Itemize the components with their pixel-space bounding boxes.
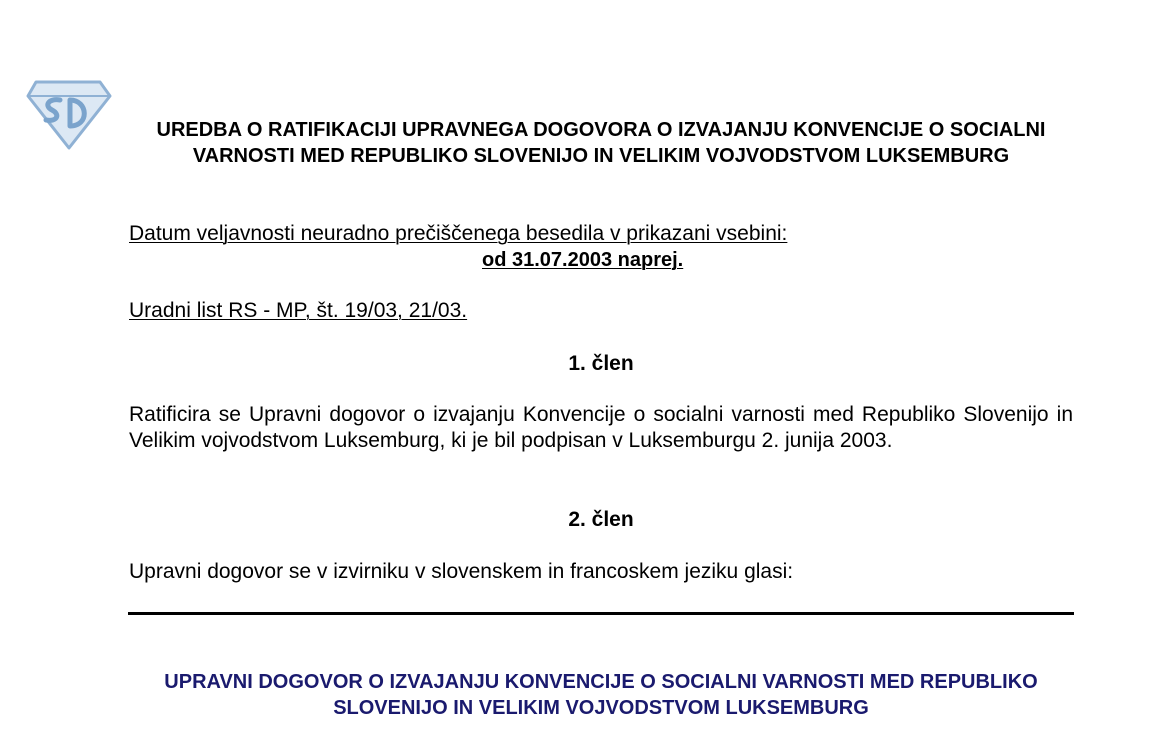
validity-label: Datum veljavnosti neuradno prečiščenega besedila v prikazani vsebini:	[129, 222, 788, 245]
article-2-heading: 2. člen	[568, 508, 634, 531]
article-1-body: Ratificira se Upravni dogovor o izvajanju Konvencije o socialni varnosti med Republiko Slovenijo in Velikim vojvodstvom Luksemburg, ki je bil podpisan v Luksemburgu 2. junija 2003.	[129, 403, 1073, 452]
official-gazette-reference: Uradni list RS - MP, št. 19/03, 21/03.	[129, 299, 468, 322]
article-1-heading: 1. člen	[568, 352, 634, 375]
agreement-title: UPRAVNI DOGOVOR O IZVAJANJU KONVENCIJE O SOCIALNI VARNOSTI MED REPUBLIKO SLOVENIJO IN VELIKIM VOJVODSTVOM LUKSEMBURG	[164, 671, 1038, 719]
validity-date: od 31.07.2003 naprej.	[482, 249, 684, 271]
sd-diamond-logo-icon	[26, 78, 112, 150]
document-title: UREDBA O RATIFIKACIJI UPRAVNEGA DOGOVORA O IZVAJANJU KONVENCIJE O SOCIALNI VARNOSTI MED REPUBLIKO SLOVENIJO IN VELIKIM VOJVODSTVOM LUKSEMBURG	[156, 119, 1046, 167]
article-2-body: Upravni dogovor se v izvirniku v slovenskem in francoskem jeziku glasi:	[129, 560, 794, 583]
horizontal-divider	[128, 612, 1074, 615]
